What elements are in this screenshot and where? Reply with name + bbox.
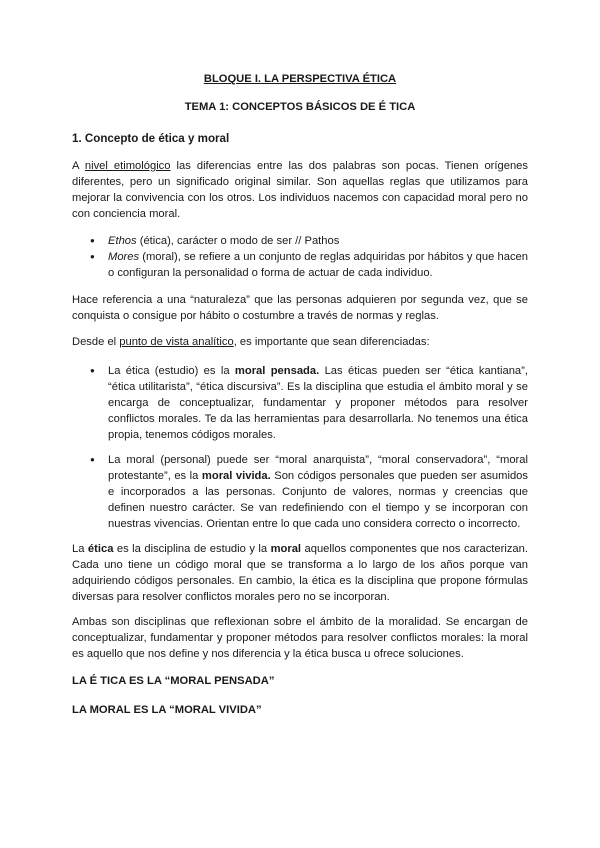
bold-term: moral vivida.: [201, 470, 271, 482]
topic-title: TEMA 1: CONCEPTOS BÁSICOS DE É TICA: [184, 101, 416, 113]
paragraph-etymology: [72, 158, 528, 222]
italic-term: Mores: [108, 251, 140, 263]
underlined-term: punto de vista analítico: [119, 336, 234, 348]
text-run: (ética), carácter o modo de ser // Pathos: [136, 235, 340, 247]
text-run: La: [72, 543, 88, 555]
text-run: aquellos componentes que nos caracterizan. Cada uno tiene un código moral que se transforma a lo largo de los años porque van adquiriendo códigos personales. En cambio, la ética es la disciplina que propone fórmulas diversas para resolver conflictos morales pero no se incorporan.: [72, 543, 528, 603]
bullet-list-definitions: [90, 363, 528, 443]
section-heading: 1. Concepto de ética y moral: [72, 132, 230, 145]
text-run: Son códigos personales que pueden ser asumidos e incorporados a las personas. Conjunto de valores, normas y creencias que definen nuestro carácter. Se van redefiniendo con el tiempo y se incorporan con nuestras vivencias. Orientan entre lo que cada uno considera correcto o incorrecto.: [108, 470, 528, 530]
summary-moral: LA MORAL ES LA “MORAL VIVIDA”: [72, 704, 262, 716]
paragraph-ethics-moral: [72, 541, 528, 605]
bullet-list-definitions-2: [90, 452, 528, 532]
list-item: [90, 452, 528, 532]
paragraph-nature: Hace referencia a una “naturaleza” que las personas adquieren por segunda vez, que se conquista o consigue por hábito o costumbre a través de normas y reglas.: [72, 294, 528, 322]
text-run: (moral), se refiere a un conjunto de reglas adquiridas por hábitos y que hacen o configuran la personalidad o forma de actuar de cada individuo.: [108, 251, 528, 279]
bullet-list-terms: [90, 233, 528, 281]
text-run: es la disciplina de estudio y la: [113, 543, 271, 555]
underlined-term: nivel etimológico: [84, 160, 171, 172]
bold-term: moral pensada.: [234, 365, 320, 377]
paragraph-analytic: [72, 334, 528, 350]
text-run: La ética (estudio) es la: [108, 365, 235, 377]
text-run: Desde el: [72, 336, 120, 348]
list-item: [90, 249, 528, 281]
italic-term: Ethos: [108, 235, 137, 247]
text-run: las diferencias entre las dos palabras son pocas. Tienen orígenes diferentes, pero un significado original similar. Son aquellas reglas que utilizamos para mejorar la convivencia con los otros. Los individuos nacemos con capacidad moral pero no con conciencia moral.: [72, 160, 528, 220]
list-item: [90, 233, 528, 249]
text-run: La moral (personal) puede ser “moral anarquista”, “moral conservadora”, “moral protestante”, es la: [108, 454, 528, 482]
list-item: [90, 363, 528, 443]
text-run: , es importante que sean diferenciadas:: [233, 336, 430, 348]
paragraph-both: Ambas son disciplinas que reflexionan sobre el ámbito de la moralidad. Se encargan de conceptualizar, fundamentar y proponer métodos para resolver conflictos morales: la moral es aquello que nos define y nos diferencia y la ética busca u ofrece soluciones.: [72, 616, 528, 660]
text-run: Las éticas pueden ser “ética kantiana”, “ética utilitarista”, “ética discursiva”. Es la disciplina que estudia el ámbito moral y se encarga de conceptualizar, fundamentar y proponer métodos para resolver conflictos morales. Te da las herramientas para desarrollarla. No tenemos una ética propia, tenemos códigos morales.: [108, 365, 528, 441]
text-run: A: [72, 160, 85, 172]
bold-term: ética: [87, 543, 114, 555]
summary-ethics: LA É TICA ES LA “MORAL PENSADA”: [72, 675, 275, 687]
block-title: BLOQUE I. LA PERSPECTIVA ÉTICA: [203, 73, 397, 85]
bold-term: moral: [270, 543, 302, 555]
